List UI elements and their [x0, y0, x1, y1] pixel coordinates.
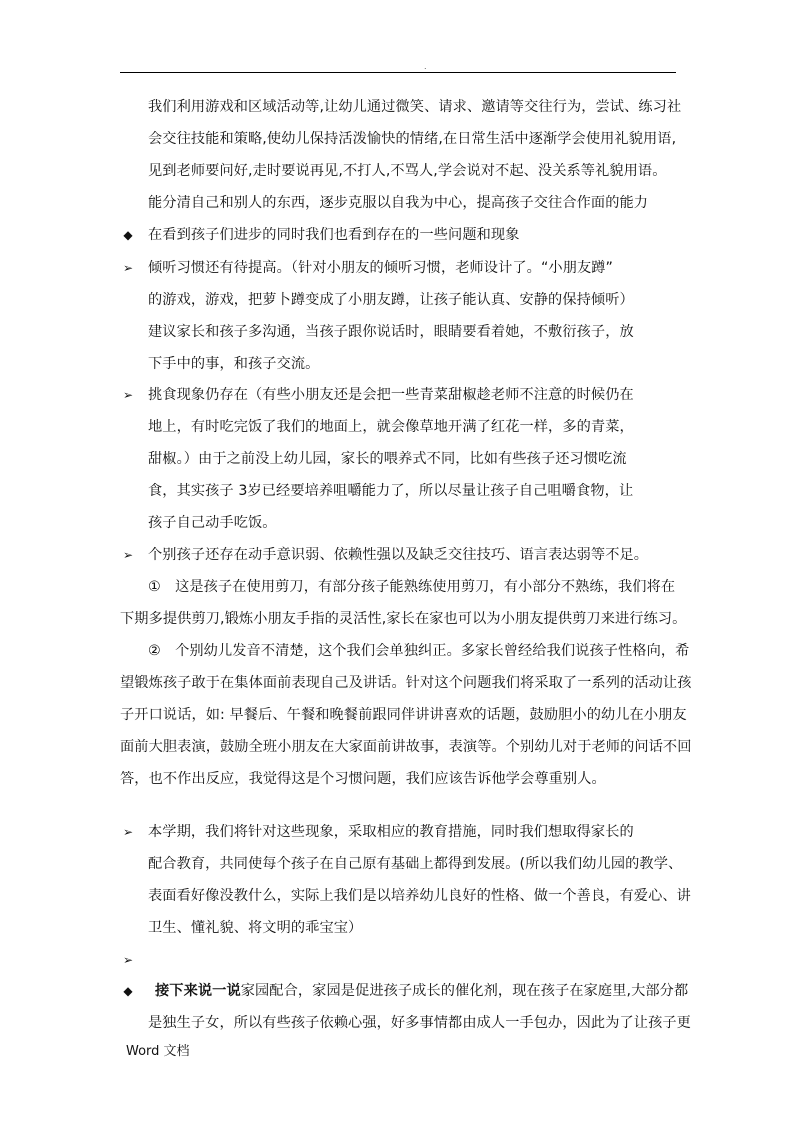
numbered-item-line: 子开口说话，如: 早餐后、午餐和晚餐前跟同伴讲讲喜欢的话题，鼓励胆小的幼儿在小朋友: [120, 707, 687, 723]
bullet-text: 是独生子女，所以有些孩子依赖心强，好多事情都由成人一手包办，因此为了让孩子更: [148, 1015, 691, 1031]
bullet-text: 食，其实孩子 3岁已经要培养咀嚼能力了，所以尽量让孩子自己咀嚼食物，让: [148, 483, 634, 499]
bullet-text: 甜椒。）由于之前没上幼儿园，家长的喂养式不同，比如有些孩子还习惯吃流: [148, 451, 627, 467]
numbered-item-line: ① 这是孩子在使用剪刀，有部分孩子能熟练使用剪刀，有小部分不熟练，我们将在: [148, 579, 676, 595]
diamond-bullet-icon: ◆: [123, 984, 133, 998]
numbered-item-line: 望锻炼孩子敢于在集体面前表现自己及讲话。针对这个问题我们将采取了一系列的活动让孩: [120, 675, 692, 691]
bullet-text: 孩子自己动手吃饭。: [148, 515, 277, 531]
bullet-text: 建议家长和孩子多沟通，当孩子跟你说话时，眼睛要看着她，不敷衍孩子，放: [148, 324, 634, 340]
bullet-text: 卫生、懂礼貌、将文明的乖宝宝）: [148, 920, 363, 936]
bullet-text: 下手中的事，和孩子交流。: [148, 356, 320, 372]
bullet-text: 倾听习惯还有待提高。（针对小朋友的倾听习惯，老师设计了。“小朋友蹲”: [148, 260, 614, 276]
arrow-bullet-icon: ➢: [122, 548, 134, 562]
numbered-item-line: ② 个别幼儿发音不清楚，这个我们会单独纠正。多家长曾经给我们说孩子性格向，希: [148, 643, 690, 659]
intro-line: 会交往技能和策略,使幼儿保持活泼愉快的情绪,在日常生活中逐渐学会使用礼貌用语,: [148, 131, 677, 147]
arrow-bullet-icon: ➢: [122, 388, 134, 402]
footer-label: Word 文档: [126, 1044, 190, 1059]
bullet-text-rest: 家园配合，家园是促进孩子成长的催化剂，现在孩子在家庭里,大部分都: [240, 983, 689, 999]
diamond-bullet-icon: ◆: [123, 228, 133, 242]
bullet-text: 地上，有时吃完饭了我们的地面上，就会像草地开满了红花一样，多的青菜，: [148, 419, 634, 435]
intro-line: 我们利用游戏和区域活动等,让幼儿通过微笑、请求、邀请等交往行为，尝试、练习社: [148, 99, 682, 115]
arrow-bullet-icon: ➢: [122, 953, 134, 967]
bullet-text: 的游戏，游戏，把萝卜蹲变成了小朋友蹲，让孩子能认真、安静的保持倾听）: [148, 292, 634, 308]
bullet-text: [155, 981, 688, 1001]
intro-line: 见到老师要问好,走时要说再见,不打人,不骂人,学会说对不起、没关系等礼貌用语。: [148, 163, 667, 179]
bullet-text: 在看到孩子们进步的同时我们也看到存在的一些问题和现象: [148, 227, 520, 243]
bullet-text: 挑食现象仍存在（有些小朋友还是会把一些青菜甜椒趁老师不注意的时候仍在: [148, 387, 634, 403]
bold-lead: 接下来说一说: [155, 983, 241, 999]
bullet-text: 配合教育，共同使每个孩子在自己原有基础上都得到发展。(所以我们幼儿园的教学、: [148, 856, 683, 872]
arrow-bullet-icon: ➢: [122, 825, 134, 839]
header-rule: [120, 72, 676, 73]
numbered-item-line: 面前大胆表演，鼓励全班小朋友在大家面前讲故事，表演等。个别幼儿对于老师的问话不回: [120, 739, 692, 755]
bullet-text: 个别孩子还存在动手意识弱、依赖性强以及缺乏交往技巧、语言表达弱等不足。: [148, 547, 649, 563]
header-dot: .: [424, 62, 427, 71]
intro-line: 能分清自己和别人的东西，逐步克服以自我为中心，提高孩子交往合作面的能力: [148, 195, 649, 211]
bullet-text: 表面看好像没教什么，实际上我们是以培养幼儿良好的性格、做一个善良，有爱心、讲: [148, 888, 691, 904]
arrow-bullet-icon: ➢: [122, 261, 134, 275]
bullet-text: 本学期，我们将针对这些现象，采取相应的教育措施，同时我们想取得家长的: [148, 824, 634, 840]
numbered-item-line: 答，也不作出反应，我觉得这是个习惯问题，我们应该告诉他学会尊重别人。: [120, 771, 606, 787]
numbered-item-line: 下期多提供剪刀,锻炼小朋友手指的灵活性,家长在家也可以为小朋友提供剪刀来进行练习。: [120, 611, 687, 627]
